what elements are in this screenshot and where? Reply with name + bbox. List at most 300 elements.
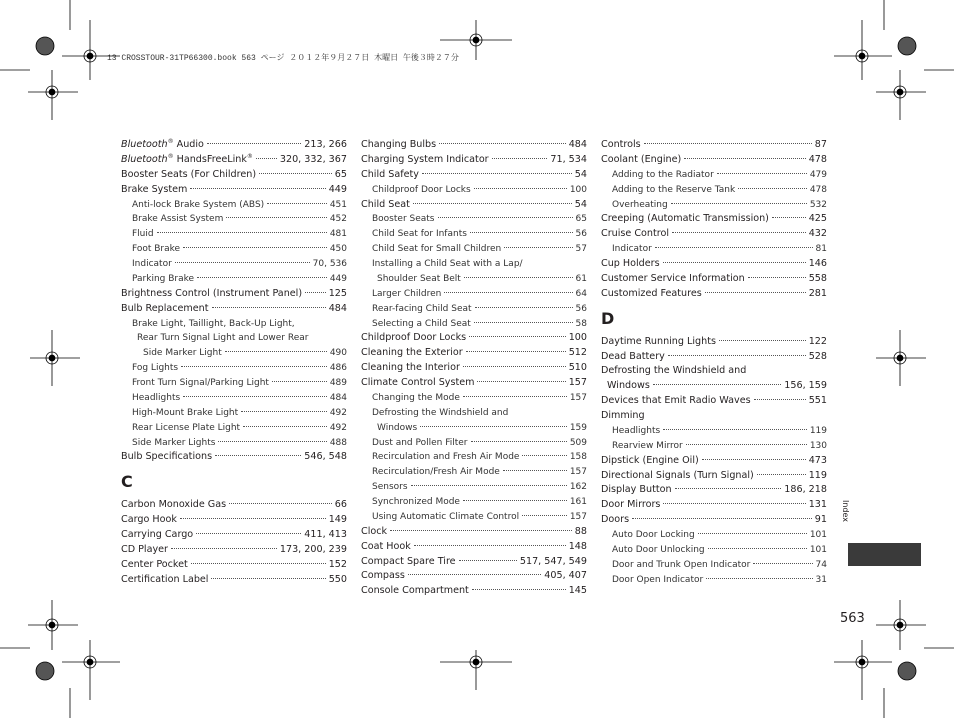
entry-pages[interactable]: 473 (808, 454, 827, 466)
index-entry[interactable] (361, 138, 587, 153)
index-column-3 (601, 138, 827, 588)
entry-label: Auto Door Unlocking (612, 544, 705, 555)
leader-dots (390, 530, 572, 531)
entry-pages[interactable]: 122 (808, 335, 827, 347)
leader-dots (211, 578, 325, 579)
entry-label: Cruise Control (601, 228, 670, 240)
index-entry[interactable] (361, 465, 587, 480)
leader-dots (705, 292, 806, 293)
leader-dots (466, 351, 566, 352)
entry-label (121, 153, 253, 168)
index-entry[interactable] (361, 436, 587, 451)
entry-pages[interactable]: 61 (575, 273, 587, 284)
entry-label: Rear Turn Signal Light and Lower Rear (137, 333, 309, 344)
leader-dots (698, 533, 807, 534)
leader-dots (459, 560, 517, 561)
index-entry[interactable] (601, 335, 827, 350)
entry-pages[interactable]: 54 (574, 168, 587, 180)
entry-pages[interactable]: 130 (809, 440, 827, 451)
leader-dots (225, 351, 327, 352)
entry-pages[interactable]: 509 (569, 437, 587, 448)
entry-pages[interactable]: 156, 159 (784, 380, 827, 392)
entry-label: Side Marker Lights (132, 437, 216, 448)
leader-dots (414, 545, 566, 546)
entry-pages[interactable]: 450 (329, 244, 347, 255)
entry-pages[interactable]: 157 (569, 511, 587, 522)
index-entry[interactable] (601, 558, 827, 573)
entry-label: Cleaning the Exterior (361, 347, 463, 359)
index-entry[interactable] (121, 242, 347, 257)
leader-dots (475, 307, 573, 308)
leader-dots (411, 485, 567, 486)
entry-label: Center Pocket (121, 558, 188, 570)
leader-dots (492, 158, 548, 159)
entry-pages[interactable]: 405, 407 (544, 570, 587, 582)
entry-label: Display Button (601, 484, 672, 496)
entry-pages[interactable]: 101 (809, 530, 827, 540)
leader-dots (684, 158, 805, 159)
entry-pages[interactable]: 478 (808, 153, 827, 165)
entry-pages[interactable]: 478 (809, 184, 827, 195)
section-letter: C (121, 472, 133, 492)
entry-label: Childproof Door Locks (372, 184, 471, 195)
index-entry[interactable] (601, 439, 827, 454)
index-entry[interactable] (361, 376, 587, 391)
entry-pages[interactable]: 152 (328, 558, 347, 570)
index-entry[interactable] (601, 272, 827, 287)
index-entry[interactable] (601, 227, 827, 242)
index-entry[interactable] (361, 480, 587, 495)
entry-pages[interactable]: 492 (329, 422, 347, 433)
entry-label: Carrying Cargo (121, 529, 194, 540)
leader-dots (439, 143, 566, 144)
entry-label: Fluid (132, 229, 154, 240)
entry-pages[interactable]: 449 (328, 183, 347, 195)
entry-pages[interactable]: 488 (329, 437, 347, 448)
entry-label: Creeping (Automatic Transmission) (601, 213, 769, 225)
index-entry[interactable] (601, 287, 827, 302)
entry-pages[interactable]: 158 (569, 452, 587, 463)
index-entry (601, 364, 827, 379)
entry-pages[interactable]: 81 (815, 244, 827, 255)
entry-pages[interactable]: 125 (328, 287, 347, 299)
entry-pages[interactable]: 58 (575, 318, 587, 329)
entry-label: Defrosting the Windshield and (372, 407, 509, 418)
entry-label: Child Seat for Small Children (372, 244, 502, 255)
entry-pages[interactable]: 70, 536 (312, 259, 347, 269)
leader-dots (522, 515, 567, 516)
index-entry[interactable] (361, 525, 587, 540)
registered-mark: ® (246, 152, 253, 160)
registration-mark-icon (440, 20, 512, 60)
entry-pages[interactable]: 145 (568, 585, 587, 597)
entry-label: Devices that Emit Radio Waves (601, 395, 751, 407)
index-entry[interactable] (601, 350, 827, 365)
index-entry[interactable] (121, 528, 347, 543)
entry-pages[interactable]: 57 (575, 244, 587, 255)
entry-pages[interactable]: 64 (575, 288, 587, 299)
entry-label: Directional Signals (Turn Signal) (601, 469, 754, 481)
leader-dots (175, 262, 310, 263)
index-entry[interactable] (361, 212, 587, 227)
entry-pages[interactable]: 87 (814, 139, 827, 150)
index-entry[interactable] (361, 153, 587, 168)
leader-dots (305, 292, 326, 293)
index-entry[interactable] (601, 138, 827, 153)
entry-pages[interactable]: 512 (568, 347, 587, 359)
entry-pages[interactable]: 157 (569, 392, 587, 403)
leader-dots (653, 384, 781, 385)
entry-pages[interactable]: 146 (808, 258, 827, 269)
leader-dots (522, 455, 566, 456)
leader-dots (191, 563, 326, 564)
leader-dots (422, 173, 572, 174)
index-entry[interactable] (121, 153, 347, 168)
entry-pages[interactable]: 148 (568, 540, 587, 552)
leader-dots (470, 232, 573, 233)
entry-label: Indicator (132, 259, 172, 269)
entry-label: Windows (377, 422, 418, 433)
index-entry[interactable] (601, 469, 827, 484)
entry-pages[interactable]: 100 (569, 184, 587, 195)
index-entry[interactable] (601, 543, 827, 558)
leader-dots (157, 232, 327, 233)
entry-pages[interactable]: 149 (328, 514, 347, 526)
index-entry[interactable] (601, 168, 827, 183)
entry-label: Dipstick (Engine Oil) (601, 454, 699, 466)
leader-dots (259, 173, 332, 174)
entry-pages[interactable]: 320, 332, 367 (279, 153, 347, 165)
entry-label: Charging System Indicator (361, 153, 489, 165)
leader-dots (243, 426, 327, 427)
leader-dots (180, 518, 326, 519)
entry-label: Larger Children (372, 288, 442, 299)
entry-pages[interactable]: 88 (574, 525, 587, 537)
entry-pages[interactable]: 550 (328, 573, 347, 585)
entry-pages[interactable]: 91 (814, 514, 827, 526)
entry-label: Foot Brake (132, 244, 181, 255)
entry-pages[interactable]: 65 (334, 168, 347, 180)
entry-label: Dead Battery (601, 350, 665, 362)
entry-label: Door Open Indicator (612, 574, 704, 585)
index-entry[interactable] (361, 331, 587, 346)
entry-label: Using Automatic Climate Control (372, 511, 520, 522)
entry-label: Childproof Door Locks (361, 332, 467, 344)
entry-label: Rear-facing Child Seat (372, 303, 472, 314)
index-entry[interactable] (121, 421, 347, 436)
index-entry[interactable] (121, 346, 347, 361)
entry-pages[interactable]: 484 (328, 302, 347, 314)
registration-mark-icon (30, 330, 80, 386)
index-entry (361, 406, 587, 421)
entry-label: Recirculation/Fresh Air Mode (372, 467, 500, 478)
index-entry[interactable] (121, 436, 347, 451)
index-entry[interactable] (601, 153, 827, 168)
index-entry[interactable] (361, 450, 587, 465)
entry-label: Carbon Monoxide Gas (121, 499, 227, 511)
index-entry[interactable] (601, 424, 827, 439)
entry-pages[interactable]: 517, 547, 549 (519, 555, 587, 567)
index-entry (121, 317, 347, 332)
entry-pages[interactable]: 551 (808, 395, 827, 407)
entry-pages[interactable]: 489 (329, 378, 347, 388)
entry-pages[interactable]: 528 (808, 350, 827, 362)
entry-label: Daytime Running Lights (601, 335, 716, 347)
leader-dots (215, 455, 301, 456)
leader-dots (272, 381, 327, 382)
entry-label: High-Mount Brake Light (132, 407, 239, 418)
index-entry[interactable] (601, 183, 827, 198)
leader-dots (469, 336, 566, 337)
entry-pages[interactable]: 281 (808, 287, 827, 299)
entry-pages[interactable]: 484 (329, 392, 347, 403)
entry-label-italic: Bluetooth (121, 139, 168, 150)
index-entry[interactable] (601, 528, 827, 543)
entry-label: Child Seat for Infants (372, 229, 467, 240)
entry-label: Windows (607, 380, 650, 392)
entry-label: Bulb Replacement (121, 302, 209, 314)
leader-dots (504, 247, 572, 248)
index-entry[interactable] (361, 540, 587, 555)
print-header: 13 CROSSTOUR-31TP66300.book 563 ページ ２０１２年９月２７日 木曜日 午後３時２７分 (107, 54, 459, 63)
leader-dots (702, 459, 806, 460)
index-entry[interactable] (361, 510, 587, 525)
index-entry[interactable] (121, 361, 347, 376)
entry-pages[interactable]: 56 (575, 303, 587, 314)
index-entry[interactable] (361, 421, 587, 436)
index-entry[interactable] (601, 513, 827, 528)
index-entry[interactable] (361, 227, 587, 242)
index-entry[interactable] (121, 513, 347, 528)
leader-dots (218, 441, 326, 442)
entry-pages[interactable]: 484 (568, 139, 587, 150)
entry-label: Console Compartment (361, 585, 469, 597)
entry-pages[interactable]: 74 (815, 559, 827, 570)
leader-dots (477, 381, 565, 382)
leader-dots (663, 262, 806, 263)
index-entry[interactable] (601, 379, 827, 394)
entry-label: Compact Spare Tire (361, 555, 456, 567)
entry-label: Rear License Plate Light (132, 422, 241, 433)
entry-label: Synchronized Mode (372, 497, 460, 507)
entry-label-rest: HandsFreeLink (173, 153, 247, 165)
entry-label: Brake Assist System (132, 214, 224, 225)
index-entry[interactable] (361, 361, 587, 376)
leader-dots (190, 188, 325, 189)
entry-pages[interactable]: 186, 218 (784, 484, 827, 496)
entry-pages[interactable]: 411, 413 (304, 529, 347, 540)
entry-pages[interactable]: 100 (568, 332, 587, 344)
index-entry[interactable] (601, 498, 827, 513)
leader-dots (463, 366, 566, 367)
index-entry[interactable] (121, 543, 347, 558)
index-entry[interactable] (601, 242, 827, 257)
registration-mark-icon (0, 0, 120, 120)
entry-pages[interactable]: 213, 266 (304, 139, 347, 150)
index-entry[interactable] (601, 573, 827, 588)
index-entry[interactable] (361, 317, 587, 332)
index-entry[interactable] (361, 569, 587, 584)
entry-label: Changing the Mode (372, 392, 460, 403)
index-entry[interactable] (361, 242, 587, 257)
index-entry[interactable] (121, 498, 347, 513)
index-entry[interactable] (601, 212, 827, 227)
entry-pages[interactable]: 481 (329, 229, 347, 240)
entry-pages[interactable]: 56 (575, 229, 587, 240)
section-letter: D (601, 308, 615, 328)
entry-pages[interactable]: 157 (568, 377, 587, 388)
index-entry[interactable] (121, 212, 347, 227)
entry-label: Certification Label (121, 573, 209, 585)
entry-label: Brake System (121, 183, 188, 195)
leader-dots (706, 578, 812, 579)
entry-pages[interactable]: 119 (809, 425, 827, 436)
index-tab-label: Index (841, 500, 850, 523)
entry-label: Child Seat (361, 198, 410, 210)
entry-label: Defrosting the Windshield and (601, 365, 747, 377)
entry-pages[interactable]: 452 (329, 214, 347, 225)
entry-label: Clock (361, 525, 388, 537)
index-entry[interactable] (361, 183, 587, 198)
entry-pages[interactable]: 558 (808, 272, 827, 284)
registration-mark-icon (0, 600, 120, 718)
leader-dots (757, 474, 806, 475)
index-entry[interactable] (361, 168, 587, 183)
entry-label: Parking Brake (132, 273, 195, 284)
entry-label: Adding to the Reserve Tank (612, 184, 736, 195)
leader-dots (183, 247, 327, 248)
entry-pages[interactable]: 131 (808, 499, 827, 511)
leader-dots (444, 292, 572, 293)
index-entry (361, 257, 587, 272)
entry-label: Customer Service Information (601, 272, 745, 284)
leader-dots (772, 217, 806, 218)
leader-dots (267, 203, 327, 204)
entry-pages[interactable]: 425 (808, 213, 827, 225)
leader-dots (503, 470, 567, 471)
entry-pages[interactable]: 490 (329, 348, 347, 359)
leader-dots (668, 355, 806, 356)
leader-dots (719, 340, 806, 341)
leader-dots (463, 500, 567, 501)
page-number: 563 (840, 611, 865, 626)
entry-label: Cargo Hook (121, 514, 177, 526)
entry-pages[interactable]: 65 (575, 214, 587, 225)
entry-pages[interactable]: 173, 200, 239 (279, 543, 347, 555)
entry-pages[interactable]: 479 (809, 169, 827, 180)
entry-pages[interactable]: 486 (329, 363, 347, 374)
index-entry[interactable] (121, 227, 347, 242)
entry-label: Customized Features (601, 287, 702, 299)
index-entry[interactable] (121, 450, 347, 465)
index-entry[interactable] (361, 287, 587, 302)
entry-pages[interactable]: 546, 548 (304, 451, 347, 463)
index-entry[interactable] (121, 257, 347, 272)
entry-pages[interactable]: 451 (329, 199, 347, 210)
entry-pages[interactable]: 532 (809, 199, 827, 210)
entry-label: Overheating (612, 199, 668, 210)
index-entry (121, 331, 347, 346)
index-entry[interactable] (361, 272, 587, 287)
index-entry[interactable] (121, 302, 347, 317)
entry-pages[interactable]: 432 (808, 228, 827, 240)
entry-pages[interactable]: 31 (815, 574, 827, 585)
index-entry[interactable] (361, 584, 587, 599)
index-entry[interactable] (361, 302, 587, 317)
entry-pages[interactable]: 449 (329, 273, 347, 284)
leader-dots (420, 426, 567, 427)
entry-pages[interactable]: 157 (569, 467, 587, 478)
leader-dots (474, 322, 573, 323)
entry-label: Headlights (612, 425, 661, 436)
leader-dots (671, 203, 807, 204)
leader-dots (686, 444, 807, 445)
leader-dots (471, 441, 567, 442)
index-entry[interactable] (601, 257, 827, 272)
entry-pages[interactable]: 66 (334, 499, 347, 511)
index-column-2 (361, 138, 587, 599)
index-entry[interactable] (361, 391, 587, 406)
entry-pages[interactable]: 54 (574, 198, 587, 210)
entry-pages[interactable]: 161 (569, 497, 587, 507)
entry-label: Climate Control System (361, 377, 475, 388)
index-entry[interactable] (121, 272, 347, 287)
index-entry[interactable] (601, 394, 827, 409)
index-entry[interactable] (361, 495, 587, 510)
leader-dots (229, 503, 332, 504)
entry-label: Compass (361, 570, 405, 582)
index-entry[interactable] (121, 406, 347, 421)
entry-pages[interactable]: 71, 534 (550, 153, 587, 165)
entry-pages[interactable]: 119 (808, 469, 827, 481)
index-entry (601, 409, 827, 424)
leader-dots (256, 158, 277, 159)
entry-label: Fog Lights (132, 363, 179, 374)
index-entry[interactable] (361, 346, 587, 361)
entry-label: Brake Light, Taillight, Back-Up Light, (132, 318, 295, 329)
index-entry[interactable] (121, 287, 347, 302)
entry-pages[interactable]: 159 (569, 422, 587, 433)
index-entry[interactable] (121, 376, 347, 391)
index-entry[interactable] (601, 483, 827, 498)
leader-dots (226, 217, 326, 218)
index-entry[interactable] (601, 454, 827, 469)
index-entry[interactable] (121, 198, 347, 213)
index-entry[interactable] (121, 138, 347, 153)
index-entry[interactable] (121, 391, 347, 406)
entry-pages[interactable]: 162 (569, 482, 587, 493)
index-tab[interactable] (848, 543, 921, 566)
index-entry[interactable] (121, 183, 347, 198)
entry-label: Cup Holders (601, 258, 660, 269)
entry-pages[interactable]: 492 (329, 407, 347, 418)
index-entry[interactable] (361, 555, 587, 570)
index-entry[interactable] (121, 558, 347, 573)
index-entry[interactable] (361, 198, 587, 213)
entry-label: Indicator (612, 244, 652, 255)
index-entry[interactable] (601, 198, 827, 213)
index-entry[interactable] (121, 168, 347, 183)
leader-dots (644, 143, 812, 144)
leader-dots (753, 563, 812, 564)
entry-pages[interactable]: 101 (809, 544, 827, 555)
index-entry[interactable] (121, 573, 347, 588)
leader-dots (663, 429, 807, 430)
entry-label: Cleaning the Interior (361, 362, 460, 374)
entry-label: Child Safety (361, 168, 419, 180)
entry-label: Side Marker Light (143, 348, 222, 359)
entry-pages[interactable]: 510 (568, 362, 587, 374)
